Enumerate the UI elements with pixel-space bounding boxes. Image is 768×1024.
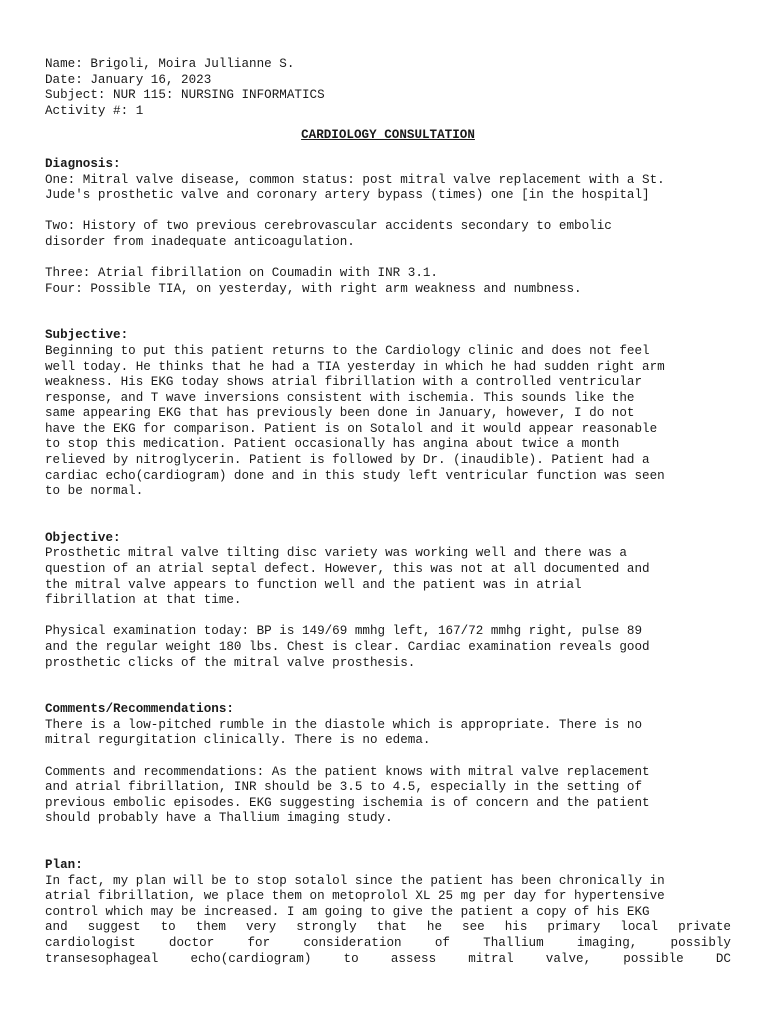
diagnosis-one-line-1: One: Mitral valve disease, common status: post mitral valve replacement with a St. <box>45 172 665 187</box>
comments-p1-line: There is a low-pitched rumble in the diastole which is appropriate. There is no <box>45 717 643 732</box>
diagnosis-two-line-2: disorder from inadequate anticoagulation. <box>45 234 355 249</box>
document-title: CARDIOLOGY CONSULTATION <box>301 128 475 143</box>
student-name: Name: Brigoli, Moira Jullianne S. <box>45 57 295 71</box>
plan-section <box>45 858 731 967</box>
comments-p1-line: mitral regurgitation clinically. There is no edema. <box>45 733 431 748</box>
plan-line: cardiologist doctor for consideration of Thallium imaging, possibly <box>45 935 731 950</box>
subjective-line: Beginning to put this patient returns to the Cardiology clinic and does not feel <box>45 343 650 358</box>
plan-line: and suggest to them very strongly that he see his primary local private <box>45 920 731 935</box>
objective-heading: Objective: <box>45 530 121 545</box>
plan-line: transesophageal echo(cardiogram) to assess mitral valve, possible DC <box>45 951 731 966</box>
comments-heading: Comments/Recommendations: <box>45 702 234 717</box>
comments-section <box>45 702 731 827</box>
objective-p2-line: prosthetic clicks of the mitral valve prosthesis. <box>45 655 416 670</box>
subjective-line: well today. He thinks that he had a TIA yesterday in which he had sudden right arm <box>45 359 665 374</box>
diagnosis-heading: Diagnosis: <box>45 156 121 171</box>
subjective-line: relieved by nitroglycerin. Patient is followed by Dr. (inaudible). Patient had a <box>45 453 650 468</box>
diagnosis-one-line-2: Jude's prosthetic valve and coronary artery bypass (times) one [in the hospital] <box>45 188 650 203</box>
objective-section <box>45 531 731 671</box>
subjective-line: response, and T wave inversions consistent with ischemia. This sounds like the <box>45 390 635 405</box>
document-page <box>45 57 731 967</box>
objective-p2-line: Physical examination today: BP is 149/69 mmhg left, 167/72 mmhg right, pulse 89 <box>45 624 643 639</box>
subjective-line: have the EKG for comparison. Patient is on Sotalol and it would appear reasonable <box>45 421 658 436</box>
subjective-line: to be normal. <box>45 484 144 499</box>
plan-heading: Plan: <box>45 857 83 872</box>
diagnosis-two-line-1: Two: History of two previous cerebrovascular accidents secondary to embolic <box>45 219 612 234</box>
subjective-line: weakness. His EKG today shows atrial fibrillation with a controlled ventricular <box>45 375 643 390</box>
plan-line: atrial fibrillation, we place them on metoprolol XL 25 mg per day for hypertensive <box>45 889 665 904</box>
course-subject: Subject: NUR 115: NURSING INFORMATICS <box>45 88 325 103</box>
subjective-line: cardiac echo(cardiogram) done and in this study left ventricular function was seen <box>45 468 665 483</box>
plan-line: In fact, my plan will be to stop sotalol since the patient has been chronically in <box>45 873 665 888</box>
comments-p2-line: Comments and recommendations: As the patient knows with mitral valve replacement <box>45 764 650 779</box>
objective-p2-line: and the regular weight 180 lbs. Chest is clear. Cardiac examination reveals good <box>45 640 650 654</box>
subjective-heading: Subjective: <box>45 328 129 343</box>
document-date: Date: January 16, 2023 <box>45 72 212 87</box>
comments-p2-line: previous embolic episodes. EKG suggesting ischemia is of concern and the patient <box>45 795 650 810</box>
header-block <box>45 57 731 119</box>
comments-p2-line: should probably have a Thallium imaging study. <box>45 811 393 826</box>
objective-p1-line: Prosthetic mitral valve tilting disc variety was working well and there was a <box>45 546 627 561</box>
comments-p2-line: and atrial fibrillation, INR should be 3.5 to 4.5, especially in the setting of <box>45 780 643 795</box>
diagnosis-four: Four: Possible TIA, on yesterday, with right arm weakness and numbness. <box>45 281 582 296</box>
subjective-section <box>45 328 731 500</box>
subjective-line: to stop this medication. Patient occasionally has angina about twice a month <box>45 437 620 452</box>
plan-line: control which may be increased. I am going to give the patient a copy of his EKG <box>45 904 650 919</box>
subjective-line: same appearing EKG that has previously been done in January, however, I do not <box>45 406 635 421</box>
objective-p1-line: fibrillation at that time. <box>45 593 242 608</box>
activity-number: Activity #: 1 <box>45 103 144 118</box>
objective-p1-line: the mitral valve appears to function well and the patient was in atrial <box>45 577 582 592</box>
diagnosis-three: Three: Atrial fibrillation on Coumadin with INR 3.1. <box>45 266 438 281</box>
diagnosis-section <box>45 157 731 297</box>
objective-p1-line: question of an atrial septal defect. However, this was not at all documented and <box>45 562 650 577</box>
